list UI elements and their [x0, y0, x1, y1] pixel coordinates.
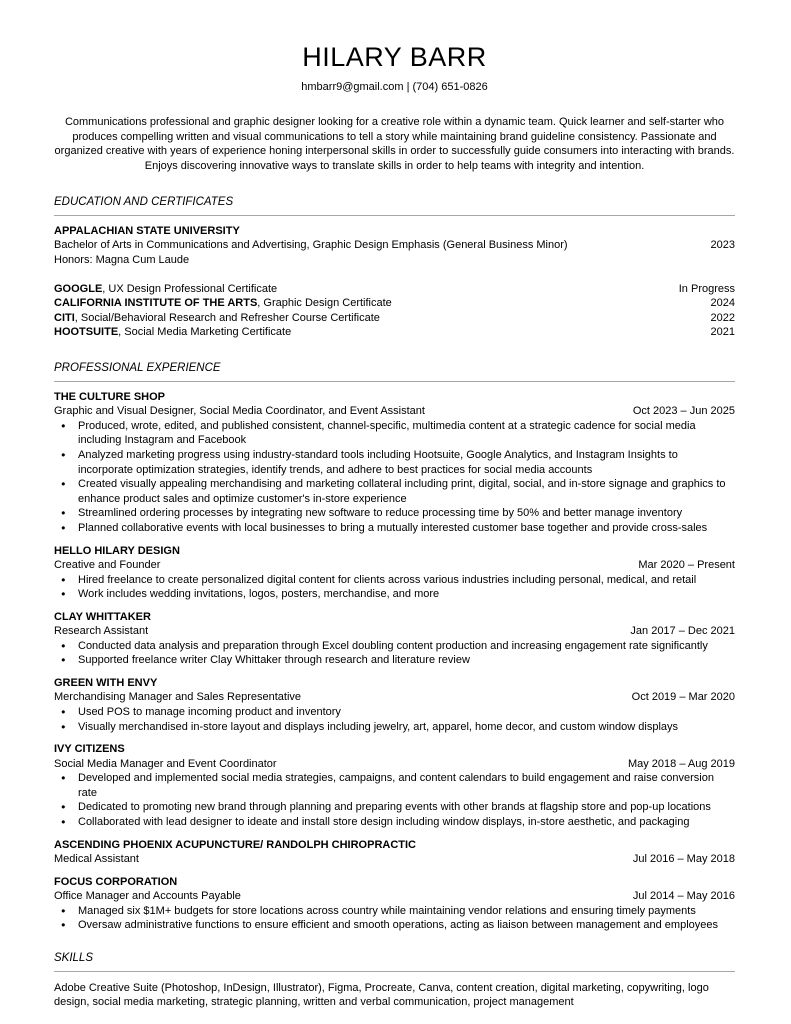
education-body [54, 224, 735, 340]
section-title-experience: PROFESSIONAL EXPERIENCE [54, 361, 221, 374]
certificate-year: 2021 [710, 326, 735, 339]
certificate-org: HOOTSUITE [54, 326, 119, 339]
certificate-detail: , Social/Behavioral Research and Refresher Course Certificate [74, 311, 380, 324]
job-role: Social Media Manager and Event Coordinator [54, 757, 277, 770]
certificate-year: In Progress [678, 282, 735, 295]
degree-row [54, 238, 735, 253]
bullet-icon: ● [61, 574, 66, 584]
section-divider [54, 215, 735, 216]
job-role: Medical Assistant [54, 853, 139, 865]
job-bullet: ● Created visually appealing merchandising and marketing collateral including print, digital, social, and in-store signage and graphics to enhance product sales and optimize customer's in-store experience [54, 477, 735, 506]
certificate-row [54, 282, 735, 297]
job-bullet-list [54, 771, 735, 829]
job-bullet-list [54, 573, 735, 602]
job-bullet: ● Conducted data analysis and preparation through Excel doubling content production and increasing engagement rate significantly [54, 639, 735, 654]
job-role: Research Assistant [54, 625, 149, 638]
certificate-year: 2022 [710, 311, 735, 324]
job-role: Creative and Founder [54, 559, 161, 572]
section-education [54, 195, 735, 340]
school-name: APPALACHIAN STATE UNIVERSITY [54, 224, 240, 237]
certificate-year: 2024 [710, 297, 735, 310]
job-bullet: ● Planned collaborative events with local businesses to bring a mutually interested customer base together and provide cross-sales [54, 521, 735, 536]
job-bullet: ● Collaborated with lead designer to ideate and install store design including window displays, in-store aesthetic, and packaging [54, 815, 735, 830]
job-company: GREEN WITH ENVY [54, 676, 158, 689]
summary-paragraph: Communications professional and graphic designer looking for a creative role within a dynamic team. Quick learner and self-starter who produces compelling written and visual communications to tell a story while maintaining brand guideline consistency. Passionate and organized creative with years of experience honing interpersonal skills in order to successfully guide consumers into interacting with brands. Enjoys discovering innovative ways to translate skills in order to help teams with integrity and intention. [54, 116, 735, 173]
job-dates: Oct 2023 – Jun 2025 [632, 405, 735, 418]
job-role-row [54, 889, 735, 904]
certificate-row [54, 325, 735, 340]
degree-year: 2023 [710, 239, 735, 252]
job-role-row [54, 690, 735, 705]
bullet-icon: ● [61, 479, 66, 489]
bullet-icon: ● [61, 655, 66, 665]
job-bullet: ● Dedicated to promoting new brand through planning and preparing events with other brands at flagship store and pop-up locations [54, 800, 735, 815]
certificate-detail: , Social Media Marketing Certificate [118, 326, 292, 339]
job-bullet-list [54, 639, 735, 668]
bullet-icon: ● [61, 589, 66, 599]
job-role-row [54, 757, 735, 772]
job-dates: Oct 2019 – Mar 2020 [631, 691, 735, 704]
section-title-skills: SKILLS [54, 951, 93, 964]
certificate-row [54, 311, 735, 326]
certificate-org: GOOGLE [54, 282, 103, 295]
bullet-icon: ● [61, 802, 66, 812]
job-role-row [54, 852, 735, 867]
section-title-education: EDUCATION AND CERTIFICATES [54, 195, 234, 208]
contact-info: hmbarr9@gmail.com | (704) 651-0826 [301, 81, 488, 93]
job-bullet: ● Supported freelance writer Clay Whittaker through research and literature review [54, 653, 735, 668]
bullet-icon: ● [61, 721, 66, 731]
job-bullet: ● Analyzed marketing progress using industry-standard tools including Hootsuite, Google Analytics, and Instagram Insights to incorporate optimization strategies, identify trends, and adhere to best practices for social media accounts [54, 448, 735, 477]
job-role: Merchandising Manager and Sales Representative [54, 691, 302, 704]
section-divider [54, 971, 735, 972]
job-role: Office Manager and Accounts Payable [54, 890, 241, 902]
job-role-row [54, 404, 735, 419]
job-bullet-list [54, 705, 735, 734]
job-dates: Mar 2020 – Present [638, 559, 735, 572]
job-entry [54, 875, 735, 933]
job-company: ASCENDING PHOENIX ACUPUNCTURE/ RANDOLPH CHIROPRACTIC [54, 838, 416, 851]
job-bullet: ● Work includes wedding invitations, logos, posters, merchandise, and more [54, 587, 735, 602]
certificate-list [54, 282, 735, 340]
job-bullet-list [54, 419, 735, 536]
bullet-icon: ● [61, 920, 66, 930]
certificate-org: CALIFORNIA INSTITUTE OF THE ARTS [54, 297, 258, 310]
job-entry [54, 390, 735, 536]
degree-text: Bachelor of Arts in Communications and Advertising, Graphic Design Emphasis (General Business Minor) [54, 239, 568, 252]
job-company: HELLO HILARY DESIGN [54, 544, 180, 557]
bullet-icon: ● [61, 640, 66, 650]
bullet-icon: ● [61, 905, 66, 915]
bullet-icon: ● [61, 450, 66, 459]
job-bullet: ● Visually merchandised in-store layout and displays including jewelry, art, apparel, home decor, and custom window displays [54, 720, 735, 735]
job-bullet: ● Developed and implemented social media strategies, campaigns, and content calendars to build engagement and raise conversion rate [54, 771, 735, 800]
section-experience [54, 361, 735, 933]
certificate-label [54, 282, 277, 297]
section-skills [54, 951, 735, 1010]
job-entry [54, 544, 735, 602]
certificate-detail: , UX Design Professional Certificate [102, 282, 278, 295]
certificate-org: CITI [54, 311, 75, 324]
job-dates: Jan 2017 – Dec 2021 [630, 625, 735, 638]
bullet-icon: ● [61, 522, 66, 532]
job-company: IVY CITIZENS [54, 743, 125, 756]
job-bullet-list [54, 904, 735, 933]
skills-text: Adobe Creative Suite (Photoshop, InDesign, Illustrator), Figma, Procreate, Canva, content creation, digital marketing, copywriting, logo design, social media marketing, strategic planning, written and verbal communication, project management [54, 981, 709, 1009]
job-bullet: ● Oversaw administrative functions to ensure efficient and smooth operations, acting as liaison between management and employees [54, 918, 735, 933]
job-role-row [54, 624, 735, 639]
honors-text: Honors: Magna Cum Laude [54, 253, 190, 266]
job-bullet: ● Used POS to manage incoming product and inventory [54, 705, 735, 720]
job-entry [54, 610, 735, 668]
job-role-row [54, 558, 735, 573]
job-entry [54, 742, 735, 829]
bullet-icon: ● [61, 508, 66, 518]
job-company: CLAY WHITTAKER [54, 610, 151, 623]
certificate-label [54, 325, 291, 340]
job-company: THE CULTURE SHOP [54, 390, 166, 403]
job-company: FOCUS CORPORATION [54, 875, 178, 888]
resume-name: HILARY BARR [302, 42, 487, 72]
bullet-icon: ● [61, 420, 66, 430]
certificate-label [54, 311, 380, 326]
certificate-detail: , Graphic Design Certificate [257, 297, 392, 310]
certificate-row [54, 296, 735, 311]
job-dates: Jul 2014 – May 2016 [632, 890, 735, 902]
bullet-icon: ● [61, 816, 66, 826]
job-entry [54, 676, 735, 734]
certificate-label [54, 296, 392, 311]
job-role: Graphic and Visual Designer, Social Media Coordinator, and Event Assistant [54, 405, 425, 418]
job-dates: May 2018 – Aug 2019 [627, 757, 735, 770]
job-bullet: ● Streamlined ordering processes by integrating new software to reduce processing time by 50% and better manage inventory [54, 506, 735, 521]
bullet-icon: ● [61, 773, 66, 783]
job-dates: Jul 2016 – May 2018 [632, 853, 735, 865]
job-entry [54, 838, 735, 867]
job-bullet: ● Hired freelance to create personalized digital content for clients across various industries including personal, medical, and retail [54, 573, 735, 588]
job-bullet: ● Managed six $1M+ budgets for store locations across country while maintaining vendor relations and ensuring timely payments [54, 904, 735, 919]
section-divider [54, 381, 735, 382]
bullet-icon: ● [61, 706, 66, 716]
job-bullet: ● Produced, wrote, edited, and published consistent, channel-specific, multimedia content at a strategic cadence for social media including Instagram and Facebook [54, 419, 735, 448]
